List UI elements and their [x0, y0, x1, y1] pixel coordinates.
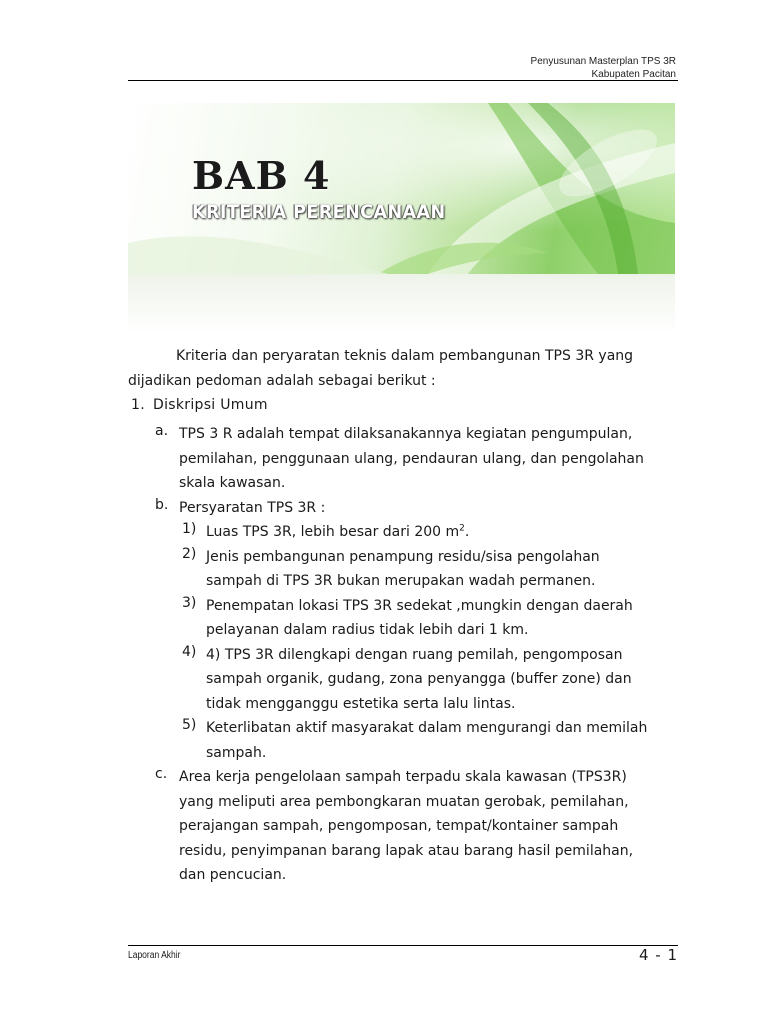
page-number: 4 - 1	[638, 946, 678, 964]
superscript: 2	[459, 523, 465, 534]
document-body	[128, 345, 678, 889]
sublist-item-1	[128, 521, 678, 546]
sublist-marker: 3)	[182, 594, 197, 611]
section-number: 1.	[131, 397, 145, 413]
list-item-text: residu, penyimpanan barang lapak atau barang hasil pemilahan,	[179, 842, 634, 859]
sublist-item-text: sampah di TPS 3R bukan merupakan wadah permanen.	[206, 573, 596, 589]
sublist-item-text: tidak mengganggu estetika serta lalu lintas.	[206, 695, 516, 712]
chapter-number: BAB 4	[192, 153, 331, 198]
list-item-text: yang meliputi area pembongkaran muatan gerobak, pemilahan,	[179, 793, 629, 810]
running-header	[531, 55, 676, 81]
footer-divider	[128, 945, 678, 946]
list-marker: c.	[155, 766, 168, 782]
list-item-text: perajangan sampah, pengomposan, tempat/kontainer sampah	[179, 818, 619, 834]
sublist-item-3	[128, 595, 678, 644]
section-heading	[128, 394, 678, 423]
sublist-marker: 4)	[182, 643, 197, 660]
chapter-title: KRITERIA PERENCANAAN	[192, 201, 446, 223]
list-item-text: TPS 3 R adalah tempat dilaksanakannya kegiatan pengumpulan,	[179, 426, 633, 442]
footer-report-label: Laporan Akhir	[128, 950, 181, 961]
list-item-c	[128, 766, 678, 889]
banner-shadow	[128, 274, 675, 334]
intro-paragraph-line: dijadikan pedoman adalah sebagai berikut :	[128, 372, 436, 389]
list-marker: a.	[155, 423, 169, 439]
sublist-marker: 1)	[182, 521, 197, 537]
intro-paragraph-line: Kriteria dan peryaratan teknis dalam pembangunan TPS 3R yang	[176, 348, 634, 364]
sublist-item-text: sampah.	[206, 744, 267, 761]
list-item-text: dan pencucian.	[179, 867, 287, 883]
list-item-text: Persyaratan TPS 3R :	[179, 499, 326, 516]
sublist-marker: 5)	[182, 717, 197, 733]
sublist-item-text: Keterlibatan aktif masyarakat dalam mengurangi dan memilah	[206, 720, 648, 736]
chapter-banner	[128, 103, 675, 274]
list-item-text: skala kawasan.	[179, 475, 286, 491]
list-item-a	[128, 423, 678, 497]
sublist-item-text: Jenis pembangunan penampung residu/sisa pengolahan	[206, 548, 600, 565]
sublist-item-text: 4) TPS 3R dilengkapi dengan ruang pemilah, pengomposan	[206, 646, 623, 663]
list-item-b	[128, 497, 678, 522]
sublist-item-text: Luas TPS 3R, lebih besar dari 200 $m^2$.	[206, 523, 470, 540]
sublist-item-text: pelayanan dalam radius tidak lebih dari 1 km.	[206, 622, 529, 638]
list-item-text: Area kerja pengelolaan sampah terpadu skala kawasan (TPS3R)	[179, 769, 627, 785]
sublist-item-2	[128, 546, 678, 595]
header-divider	[128, 80, 678, 81]
sublist-item-text: sampah organik, gudang, zona penyangga (buffer zone) dan	[206, 671, 632, 687]
section-title: Diskripsi Umum	[153, 397, 268, 413]
header-project-title: Penyusunan Masterplan TPS 3R	[530, 56, 676, 67]
list-marker: b.	[155, 496, 169, 513]
sublist-item-5	[128, 717, 678, 766]
sublist-item-text: Penempatan lokasi TPS 3R sedekat ,mungkin dengan daerah	[206, 597, 633, 614]
sublist-marker: 2)	[182, 545, 197, 562]
header-location: Kabupaten Pacitan	[591, 69, 676, 80]
list-item-text: pemilahan, penggunaan ulang, pendauran ulang, dan pengolahan	[179, 450, 644, 467]
sublist-item-4	[128, 644, 678, 718]
